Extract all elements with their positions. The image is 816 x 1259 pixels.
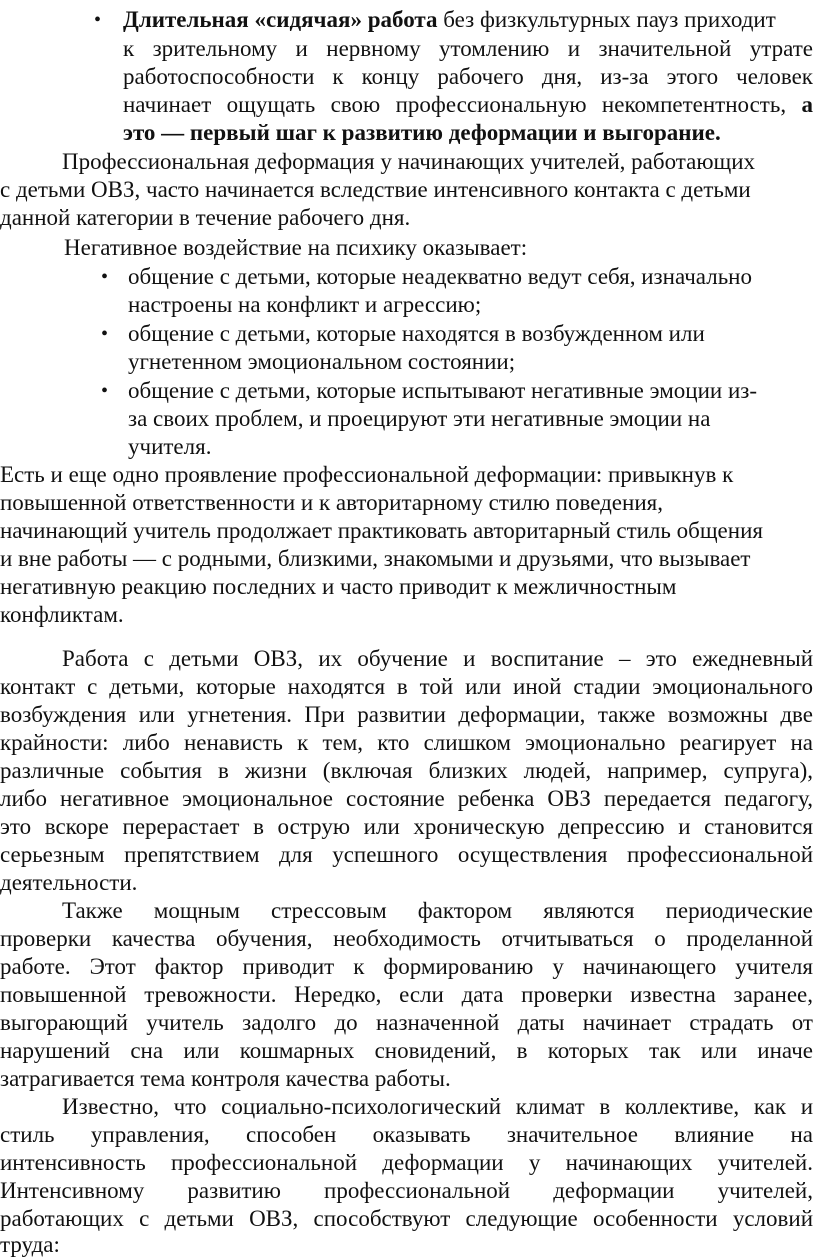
para-deformation-line-1: Профессиональная деформация у начинающих учителей, работающих: [62, 149, 756, 174]
top-bullet-bold-text: а: [786, 92, 813, 117]
para-climate-line-4: Интенсивному развитию профессиональной деформации учителей,: [0, 1178, 813, 1203]
para-authoritarian-line-4: и вне работы — с родными, близкими, знакомыми и друзьями, что вызывает: [0, 546, 751, 571]
top-bullet-line-5: [123, 119, 721, 147]
para-authoritarian-line-2: повышенной ответственности и к авторитарному стилю поведения,: [0, 490, 663, 515]
top-bullet-bold-term: Длительная «сидячая» работа: [123, 7, 438, 32]
para-checks-line-6: нарушений сна или кошмарных сновидений, в которых так или иначе: [0, 1038, 813, 1063]
para-checks-line-3: работе. Этот фактор приводит к формированию у начинающего учителя: [0, 954, 813, 979]
para-ovz-line-8: серьезным препятствием для успешного осуществления профессиональной: [0, 842, 813, 867]
para-deformation-line-2: с детьми ОВЗ, часто начинается вследствие интенсивного контакта с детьми: [0, 177, 751, 202]
top-bullet-line-4: [123, 91, 813, 119]
top-bullet-bold-text: это — первый шаг к развитию деформации и выгорание.: [123, 120, 721, 145]
bullet-marker: •: [101, 266, 109, 288]
top-bullet-text: без физкультурных пауз приходит: [437, 7, 776, 32]
para-climate-line-3: интенсивность профессиональной деформации у начинающих учителей.: [0, 1150, 813, 1175]
para-checks-line-1: Также мощным стрессовым фактором являются периодические: [62, 898, 813, 923]
top-bullet-line-1: [123, 6, 813, 34]
para-authoritarian-line-5: негативную реакцию последних и часто приводит к межличностным: [0, 574, 677, 599]
bullet-marker: •: [101, 323, 109, 345]
para-climate-line-2: стиль управления, способен оказывать значительное влияние на: [0, 1122, 813, 1147]
bullet-item-2-line-2: угнетенном эмоциональном состоянии;: [128, 349, 516, 374]
top-bullet-line-2: к зрительному и нервному утомлению и значительной утрате: [123, 36, 813, 61]
para-ovz-line-9: деятельности.: [0, 870, 138, 895]
para-ovz-line-4: крайности: либо ненависть к тем, кто слишком эмоционально реагирует на: [0, 730, 813, 755]
para-authoritarian-line-3: начинающий учитель продолжает практиковать авторитарный стиль общения: [0, 518, 763, 543]
para-climate-line-1: Известно, что социально-психологический климат в коллективе, как и: [62, 1094, 813, 1119]
negative-intro: Негативное воздействие на психику оказывает:: [64, 235, 528, 260]
top-bullet-line-3: работоспособности к концу рабочего дня, из-за этого человек: [123, 64, 813, 89]
top-bullet-text: начинает ощущать свою профессиональную некомпетентность,: [123, 92, 787, 117]
bullet-marker: •: [101, 380, 109, 402]
para-climate-line-6: труда:: [0, 1232, 60, 1257]
bullet-item-1-line-1: общение с детьми, которые неадекватно ведут себя, изначально: [128, 264, 752, 289]
para-ovz-line-7: это вскоре перерастает в острую или хроническую депрессию и становится: [0, 814, 813, 839]
para-ovz-line-5: различные события в жизни (включая близких людей, например, супруга),: [0, 758, 813, 783]
para-authoritarian-line-1: Есть и еще одно проявление профессиональной деформации: привыкнув к: [0, 462, 734, 487]
para-checks-line-4: повышенной тревожности. Нередко, если дата проверки известна заранее,: [0, 982, 813, 1007]
bullet-marker: •: [94, 9, 102, 31]
bullet-item-2-line-1: общение с детьми, которые находятся в возбужденном или: [128, 321, 705, 346]
bullet-item-3-line-1: общение с детьми, которые испытывают негативные эмоции из-: [128, 378, 758, 403]
bullet-item-3-line-2: за своих проблем, и проецируют эти негативные эмоции на: [128, 406, 711, 431]
para-ovz-line-1: Работа с детьми ОВЗ, их обучение и воспитание – это ежедневный: [62, 646, 813, 671]
para-checks-line-7: затрагивается тема контроля качества работы.: [0, 1066, 451, 1091]
para-ovz-line-6: либо негативное эмоциональное состояние ребенка ОВЗ передается педагогу,: [0, 786, 813, 811]
para-authoritarian-line-6: конфликтам.: [0, 602, 124, 627]
para-ovz-line-2: контакт с детьми, которые находятся в той или иной стадии эмоционального: [0, 674, 813, 699]
para-checks-line-2: проверки качества обучения, необходимость отчитываться о проделанной: [0, 926, 813, 951]
bullet-item-3-line-3: учителя.: [128, 434, 212, 459]
para-climate-line-5: работающих с детьми ОВЗ, способствуют следующие особенности условий: [0, 1206, 813, 1231]
para-ovz-line-3: возбуждения или угнетения. При развитии деформации, также возможны две: [0, 702, 813, 727]
para-checks-line-5: выгорающий учитель задолго до назначенной даты начинает страдать от: [0, 1010, 813, 1035]
bullet-item-1-line-2: настроены на конфликт и агрессию;: [128, 292, 482, 317]
para-deformation-line-3: данной категории в течение рабочего дня.: [0, 205, 411, 230]
